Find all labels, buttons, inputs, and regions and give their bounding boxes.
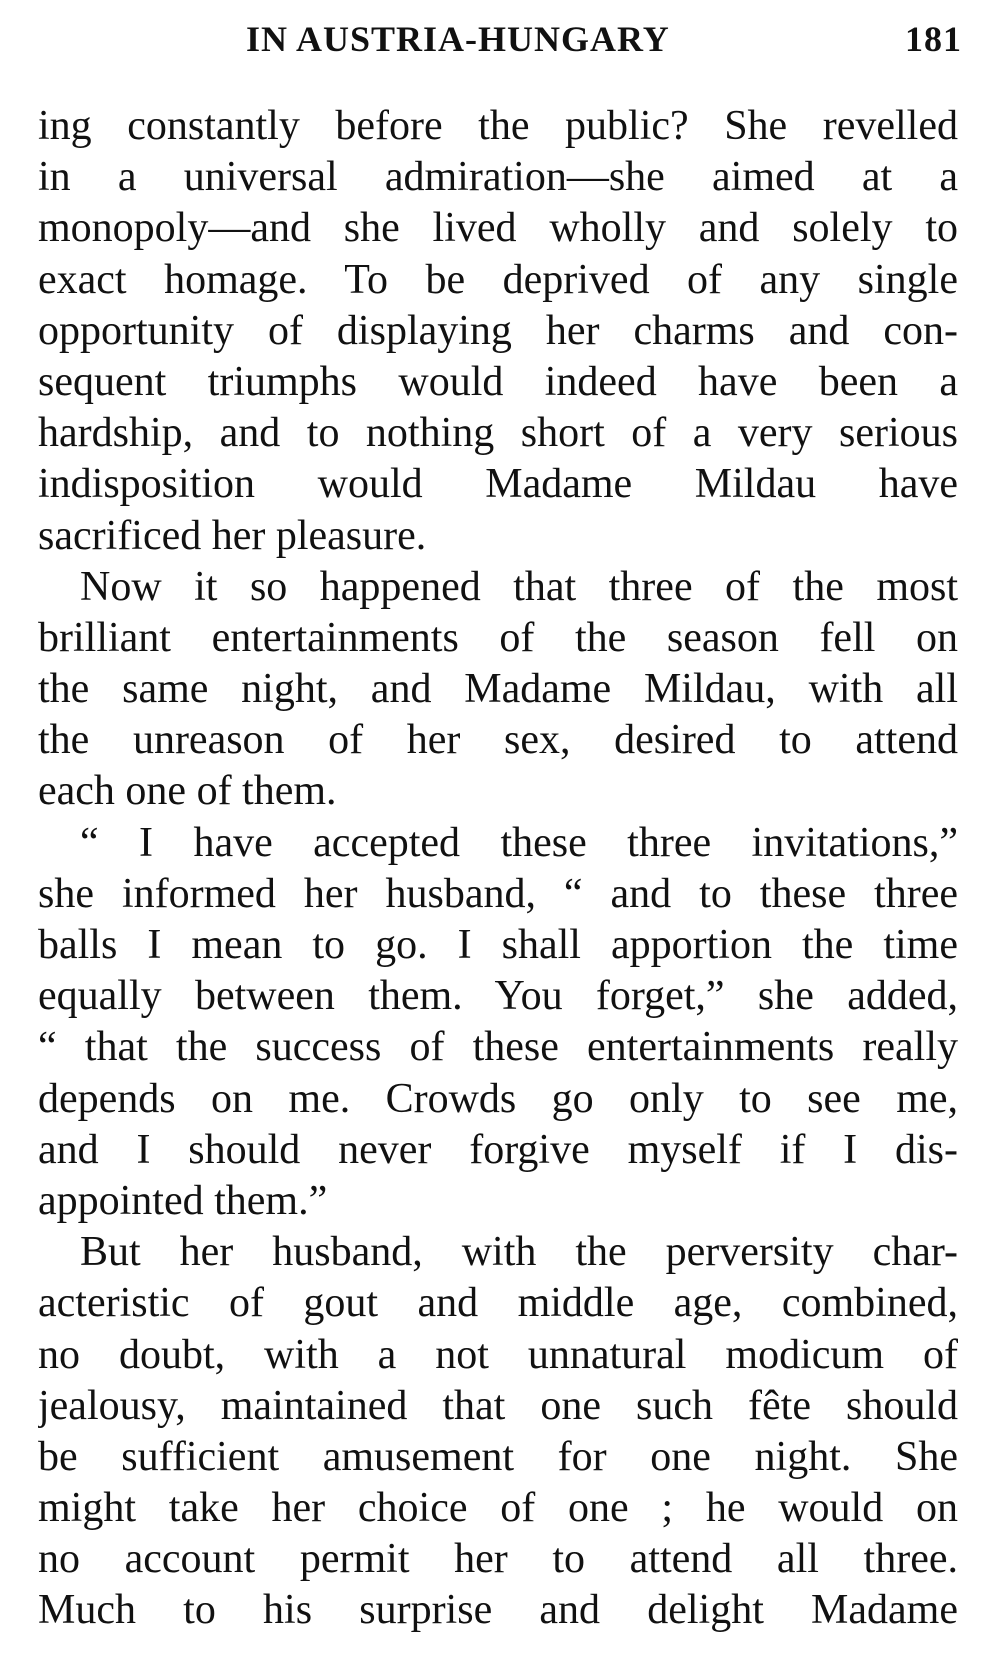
text-line: sequent triumphs would indeed have been a	[38, 358, 958, 405]
text-line: exact homage. To be deprived of any single	[38, 256, 958, 303]
text-line: monopoly—and she lived wholly and solely to	[38, 205, 958, 252]
text-line: might take her choice of one ; he would on	[38, 1485, 958, 1532]
text-line: the same night, and Madame Mildau, with all	[38, 666, 958, 713]
text-line: in a universal admiration—she aimed at a	[38, 154, 958, 201]
page-number: 181	[905, 19, 962, 59]
text-line: appointed them.”	[38, 1177, 328, 1224]
text-line: sacrificed her pleasure.	[38, 512, 427, 559]
text-line: no doubt, with a not unnatural modicum of	[38, 1331, 958, 1378]
text-line: acteristic of gout and middle age, combined,	[38, 1280, 958, 1327]
text-line: Now it so happened that three of the most	[80, 563, 958, 610]
text-line: “ that the success of these entertainments really	[38, 1024, 958, 1071]
text-line: each one of them.	[38, 768, 337, 815]
text-line: hardship, and to nothing short of a very serious	[38, 410, 958, 457]
text-line: opportunity of displaying her charms and con-	[38, 307, 958, 354]
text-line: ing constantly before the public? She revelled	[38, 103, 958, 149]
body-text	[38, 101, 958, 1637]
text-line: be sufficient amusement for one night. She	[38, 1433, 958, 1480]
text-line: the unreason of her sex, desired to attend	[38, 717, 958, 764]
text-line: equally between them. You forget,” she added,	[38, 973, 958, 1020]
text-line: But her husband, with the perversity char-	[80, 1229, 958, 1276]
text-line: indisposition would Madame Mildau have	[38, 461, 958, 508]
text-line: and I should never forgive myself if I dis-	[38, 1126, 958, 1173]
running-title: IN AUSTRIA-HUNGARY	[246, 19, 670, 59]
text-line: brilliant entertainments of the season fell on	[38, 614, 958, 661]
text-line: she informed her husband, “ and to these three	[38, 870, 958, 917]
text-line: Much to his surprise and delight Madame	[38, 1587, 958, 1634]
text-line: “ I have accepted these three invitations,”	[80, 819, 958, 866]
running-head	[246, 18, 962, 68]
text-line: balls I mean to go. I shall apportion the time	[38, 922, 958, 968]
text-line: jealousy, maintained that one such fête should	[38, 1382, 958, 1429]
text-line: no account permit her to attend all three.	[38, 1536, 958, 1583]
text-line: depends on me. Crowds go only to see me,	[38, 1075, 958, 1122]
